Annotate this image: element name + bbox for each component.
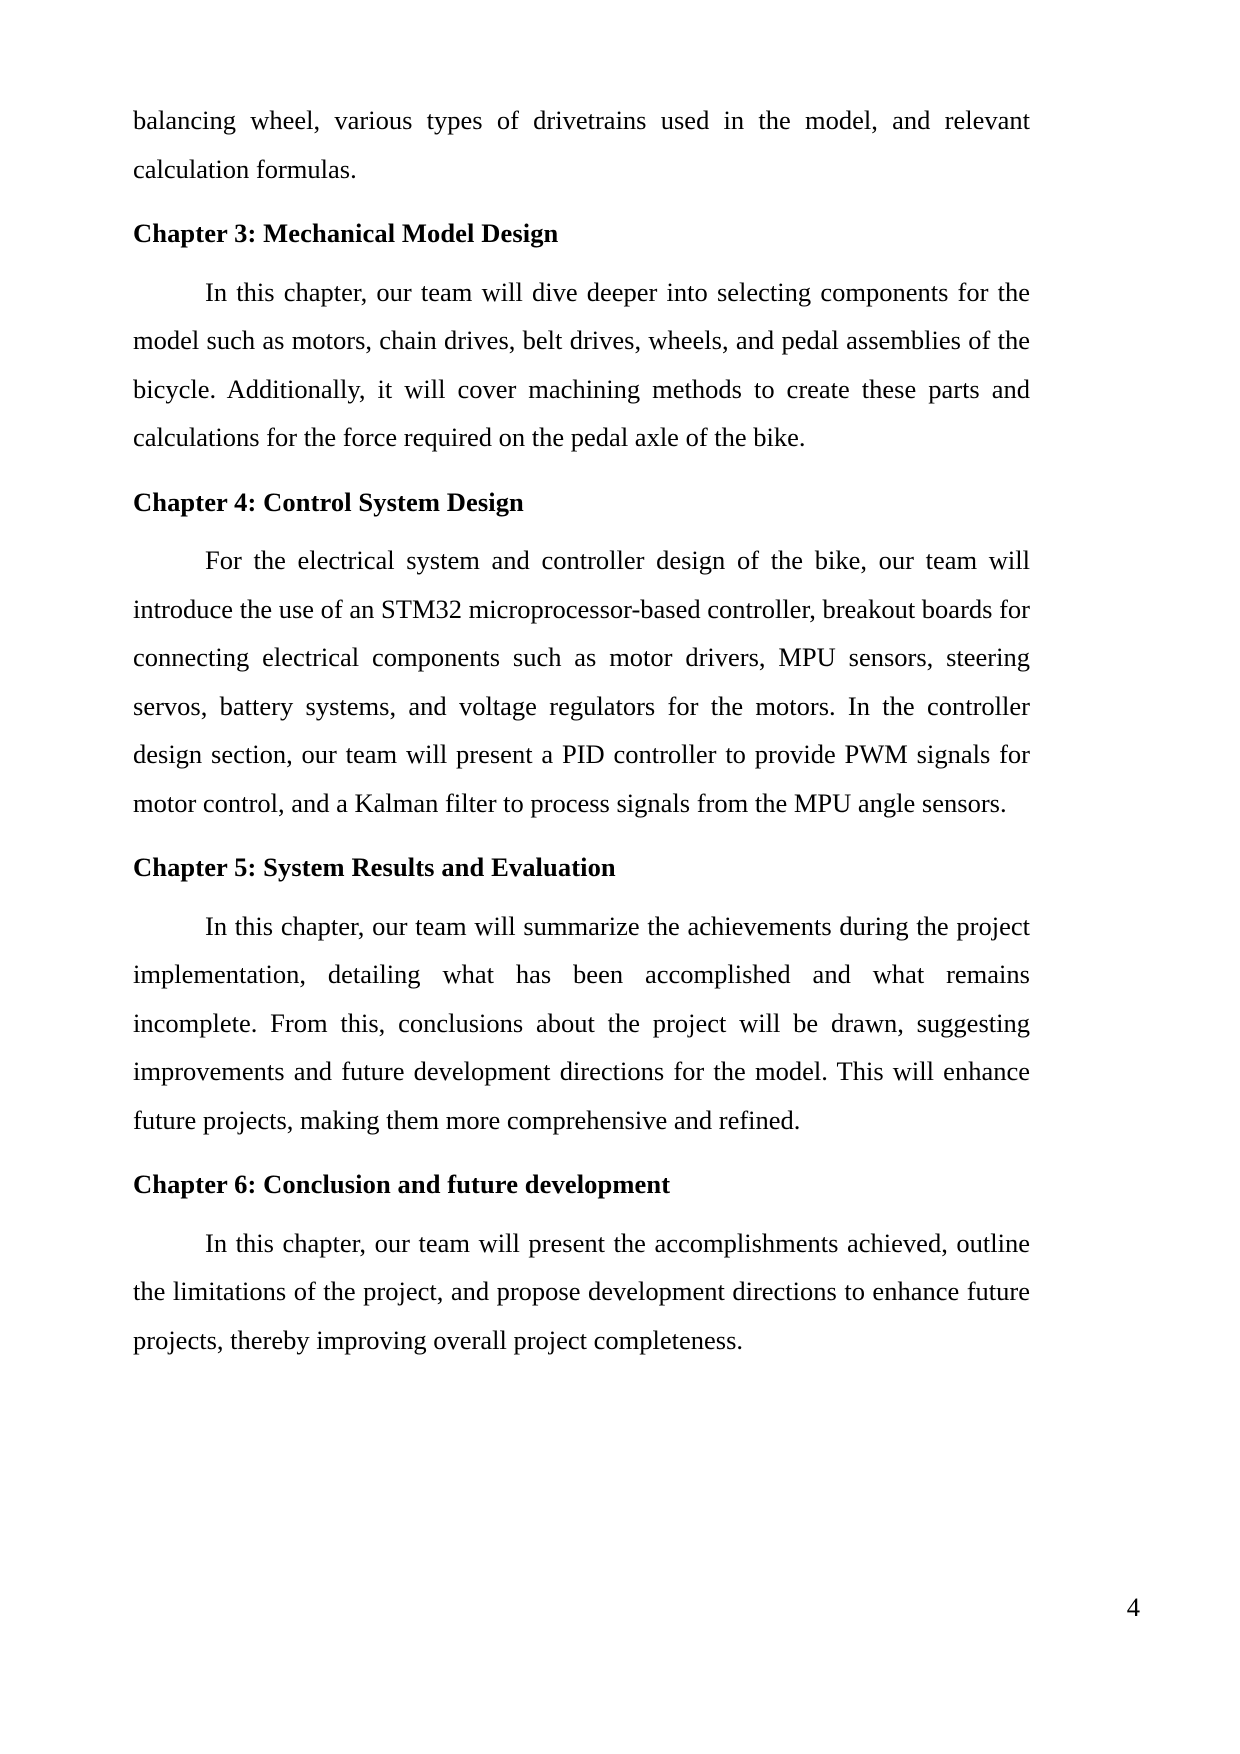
spacer <box>133 827 1030 843</box>
spacer <box>133 258 1030 268</box>
paragraph-intro-continuation: balancing wheel, various types of drivetrains used in the model, and relevant calculation formulas. <box>133 105 1030 184</box>
heading-chapter-3: Chapter 3: Mechanical Model Design <box>133 218 559 248</box>
heading-chapter-6: Chapter 6: Conclusion and future development <box>133 1169 671 1199</box>
paragraph-chapter-4: For the electrical system and controller design of the bike, our team will introduce the use of an STM32 microprocessor-based controller, breakout boards for connecting electrical components such as motor drivers, MPU sensors, steering servos, battery systems, and voltage regulators for the motors. In the controller design section, our team will present a PID controller to provide PWM signals for motor control, and a Kalman filter to process signals from the MPU angle sensors. <box>133 545 1030 818</box>
heading-chapter-5: Chapter 5: System Results and Evaluation <box>133 852 616 882</box>
spacer <box>133 193 1030 209</box>
page-body <box>133 96 1030 1364</box>
spacer <box>133 526 1030 536</box>
paragraph-chapter-3: In this chapter, our team will dive deeper into selecting components for the model such as motors, chain drives, belt drives, wheels, and pedal assemblies of the bicycle. Additionally, it will cover machining methods to create these parts and calculations for the force required on the pedal axle of the bike. <box>133 276 1030 452</box>
spacer <box>133 1209 1030 1219</box>
page-number: 4 <box>1126 1592 1140 1622</box>
paragraph-chapter-5: In this chapter, our team will summarize the achievements during the project implementation, detailing what has been accomplished and what remains incomplete. From this, conclusions about the project will be drawn, suggesting improvements and future development directions for the model. This will enhance future projects, making them more comprehensive and refined. <box>133 910 1030 1135</box>
spacer <box>133 1144 1030 1160</box>
spacer <box>133 462 1030 478</box>
paragraph-chapter-6: In this chapter, our team will present the accomplishments achieved, outline the limitations of the project, and propose development directions to enhance future projects, thereby improving overall project completeness. <box>133 1227 1030 1355</box>
heading-chapter-4: Chapter 4: Control System Design <box>133 486 524 517</box>
spacer <box>133 892 1030 902</box>
